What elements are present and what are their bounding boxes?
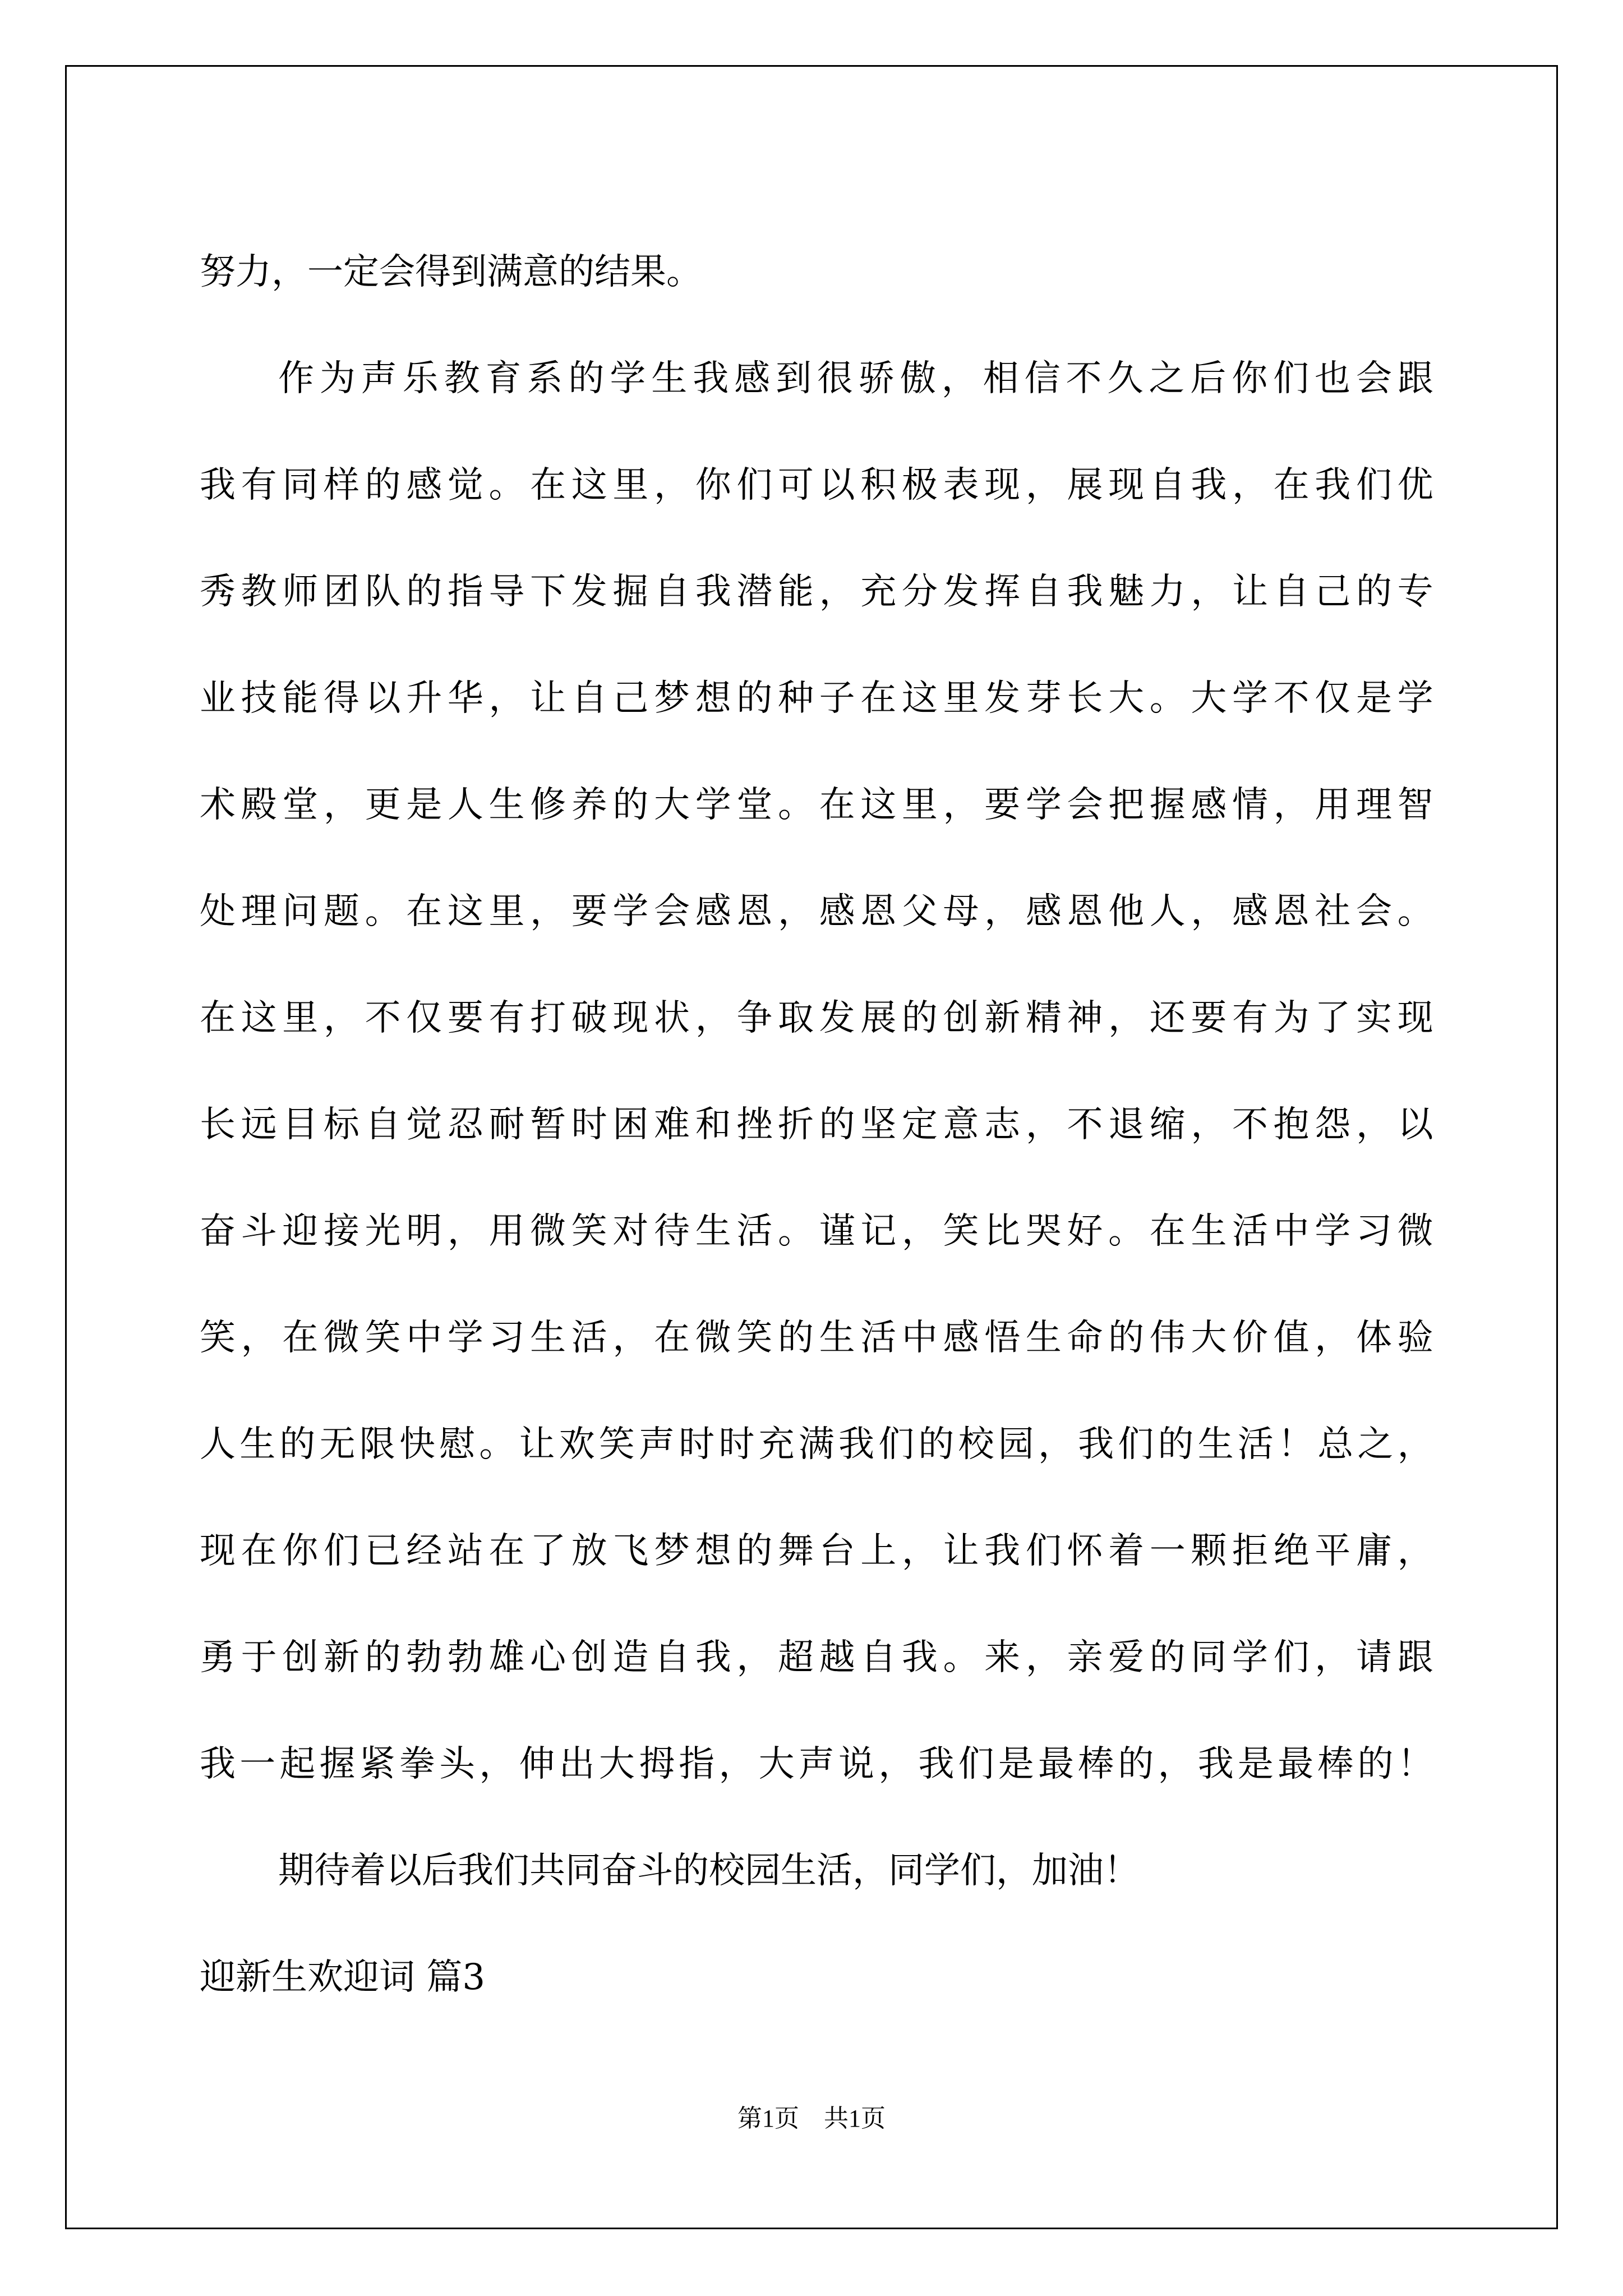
- paragraph-line: 术 殿 堂 ， 更 是 人 生 修 养 的 大 学 堂 。 在 这 里 ， 要 学 会 把 握 感 情 ， 用 理 智: [200, 784, 1433, 826]
- page-number-footer: 第1页 共1页: [737, 2105, 886, 2132]
- paragraph-line: 长 远 目 标 自 觉 忍 耐 暂 时 困 难 和 挫 折 的 坚 定 意 志 ， 不 退 缩 ， 不 抱 怨 ， 以: [200, 1104, 1433, 1145]
- paragraph-line: 期待着以后我们共同奋斗的校园生活，同学们，加油！: [278, 1850, 1140, 1892]
- paragraph-line: 笑 ， 在 微 笑 中 学 习 生 活 ， 在 微 笑 的 生 活 中 感 悟 生 命 的 伟 大 价 值 ， 体 验: [200, 1317, 1433, 1359]
- document-body: [200, 219, 1433, 2031]
- paragraph-line: 秀 教 师 团 队 的 指 导 下 发 掘 自 我 潜 能 ， 充 分 发 挥 自 我 魅 力 ， 让 自 己 的 专: [200, 571, 1433, 613]
- paragraph-line: 勇 于 创 新 的 勃 勃 雄 心 创 造 自 我 ， 超 越 自 我 。 来 ， 亲 爱 的 同 学 们 ， 请 跟: [200, 1637, 1433, 1678]
- paragraph-line: 在 这 里 ， 不 仅 要 有 打 破 现 状 ， 争 取 发 展 的 创 新 精 神 ， 还 要 有 为 了 实 现: [200, 997, 1433, 1039]
- paragraph-line: 作 为 声 乐 教 育 系 的 学 生 我 感 到 很 骄 傲 ， 相 信 不 久 之 后 你 们 也 会 跟: [278, 358, 1433, 399]
- paragraph-line: 现 在 你 们 已 经 站 在 了 放 飞 梦 想 的 舞 台 上 ， 让 我 们 怀 着 一 颗 拒 绝 平 庸 ，: [200, 1530, 1433, 1572]
- paragraph-line: 我 有 同 样 的 感 觉 。 在 这 里 ， 你 们 可 以 积 极 表 现 ， 展 现 自 我 ， 在 我 们 优: [200, 464, 1433, 506]
- paragraph-line: 业 技 能 得 以 升 华 ， 让 自 己 梦 想 的 种 子 在 这 里 发 芽 长 大 。 大 学 不 仅 是 学: [200, 678, 1433, 719]
- section-heading: 迎新生欢迎词 篇3: [200, 1957, 486, 1998]
- paragraph-line: 奋 斗 迎 接 光 明 ， 用 微 笑 对 待 生 活 。 谨 记 ， 笑 比 哭 好 。 在 生 活 中 学 习 微: [200, 1211, 1433, 1252]
- paragraph-line: 努力，一定会得到满意的结果。: [200, 251, 702, 293]
- paragraph-line: 处 理 问 题 。 在 这 里 ， 要 学 会 感 恩 ， 感 恩 父 母 ， 感 恩 他 人 ， 感 恩 社 会 。: [200, 891, 1433, 932]
- paragraph-line: 我 一 起 握 紧 拳 头 ， 伸 出 大 拇 指 ， 大 声 说 ， 我 们 是 最 棒 的 ， 我 是 最 棒 的 ！: [200, 1743, 1433, 1785]
- paragraph-line: 人 生 的 无 限 快 慰 。 让 欢 笑 声 时 时 充 满 我 们 的 校 园 ， 我 们 的 生 活 ！ 总 之 ，: [200, 1424, 1433, 1465]
